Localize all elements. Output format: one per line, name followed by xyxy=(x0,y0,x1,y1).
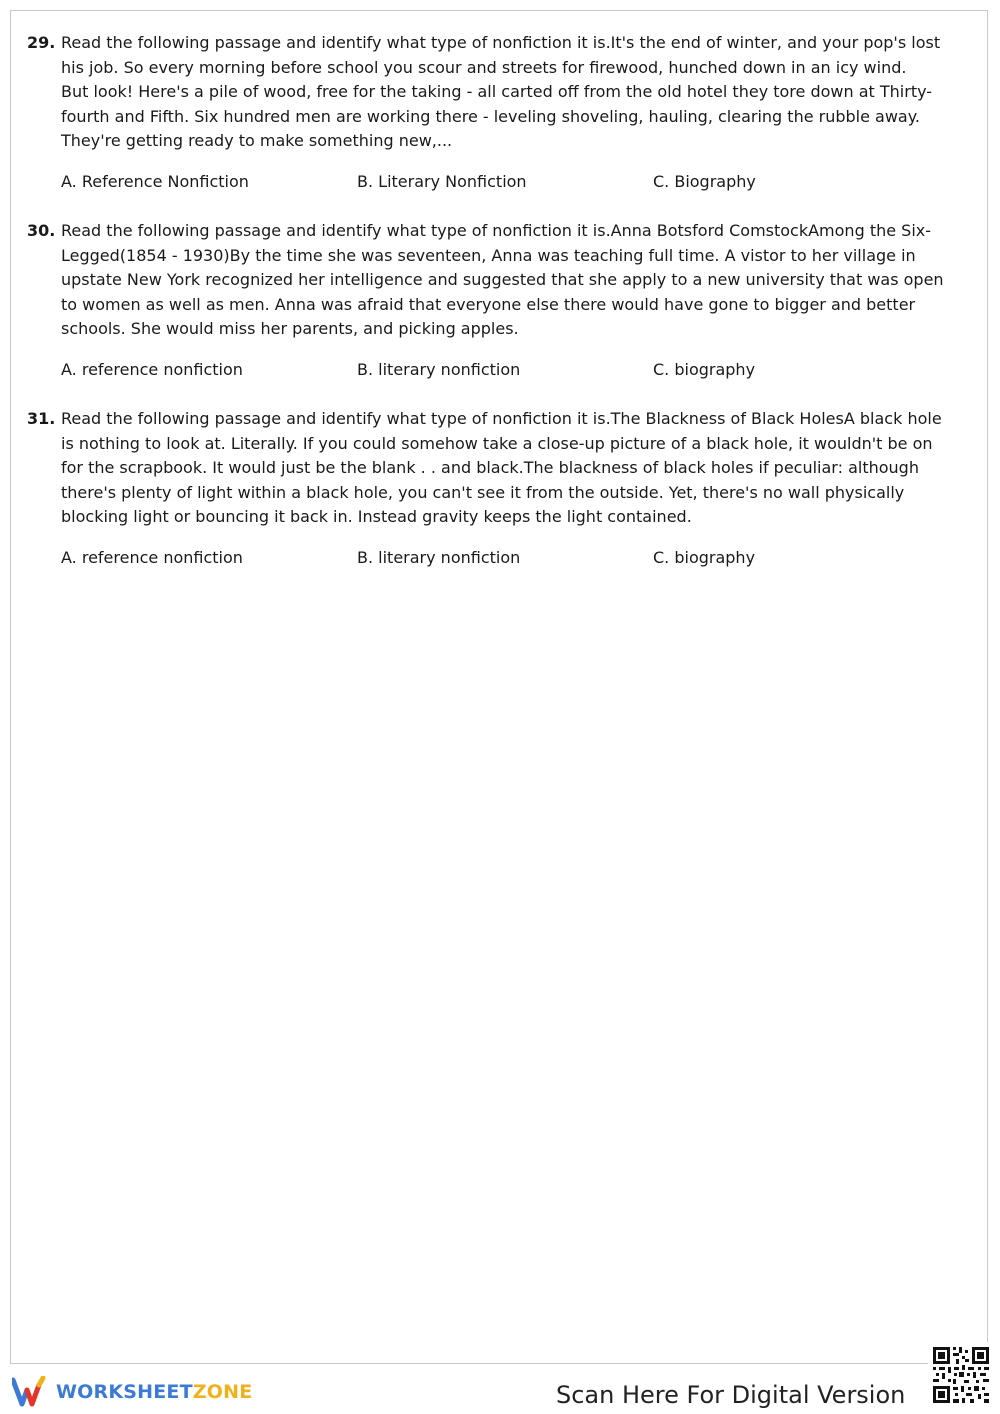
answer-options xyxy=(61,170,957,194)
answer-options xyxy=(61,358,957,382)
question-number: 30. xyxy=(27,221,56,240)
question-29 xyxy=(27,31,957,194)
page-footer xyxy=(0,1364,1000,1414)
option-a[interactable]: A. reference nonfiction xyxy=(61,547,243,567)
question-30 xyxy=(27,219,957,382)
question-number: 29. xyxy=(27,33,56,52)
question-number: 31. xyxy=(27,409,56,428)
question-31 xyxy=(27,407,957,570)
question-text: Read the following passage and identify what type of nonfiction it is.Anna Botsford ComstockAmong the Six- Legged(1854 - 1930)By the time she was seventeen, Anna was teaching full time. A vistor to her village in upstate New York recognized her intelligence and suggested that she apply to a new university that was open to women as well as men. Anna was afraid that everyone else there would have gone to bigger and better schools. She would miss her parents, and picking apples. xyxy=(61,221,944,338)
option-c[interactable]: C. biography xyxy=(653,359,756,379)
option-b[interactable]: B. literary nonfiction xyxy=(357,547,521,567)
qr-code-icon[interactable] xyxy=(928,1342,994,1408)
logo-secondary: ZONE xyxy=(192,1381,253,1403)
option-a[interactable]: A. Reference Nonfiction xyxy=(61,171,249,191)
logo-wordmark xyxy=(56,1381,252,1403)
option-b[interactable]: B. literary nonfiction xyxy=(357,359,521,379)
worksheet-page xyxy=(10,10,988,1364)
worksheetzone-logo[interactable] xyxy=(12,1376,252,1408)
question-text: Read the following passage and identify what type of nonfiction it is.The Blackness of Black HolesA black hole is nothing to look at. Literally. If you could somehow take a close-up picture of a black hole, it wouldn't be on for the scrapbook. It would just be the blank . . and black.The blackness of black holes if peculiar: although there's plenty of light within a black hole, you can't see it from the outside. Yet, there's no wall physically blocking light or bouncing it back in. Instead gravity keeps the light contained. xyxy=(61,409,942,526)
logo-primary: WORKSHEET xyxy=(56,1381,193,1403)
option-c[interactable]: C. biography xyxy=(653,547,756,567)
answer-options xyxy=(61,546,957,570)
scan-here-text: Scan Here For Digital Version xyxy=(556,1381,906,1409)
question-text: Read the following passage and identify what type of nonfiction it is.It's the end of winter, and your pop's lost his job. So every morning before school you scour and streets for firewood, hunched down in an icy wind. But look! Here's a pile of wood, free for the taking - all carted off from the old hotel they tore down at Thirty- fourth and Fifth. Six hundred men are working there - leveling shoveling, hauling, clearing the rubble away. They're getting ready to make something new,... xyxy=(61,33,941,150)
worksheetzone-w-icon xyxy=(12,1376,50,1408)
option-a[interactable]: A. reference nonfiction xyxy=(61,359,243,379)
option-c[interactable]: C. Biography xyxy=(653,171,756,191)
option-b[interactable]: B. Literary Nonfiction xyxy=(357,171,527,191)
